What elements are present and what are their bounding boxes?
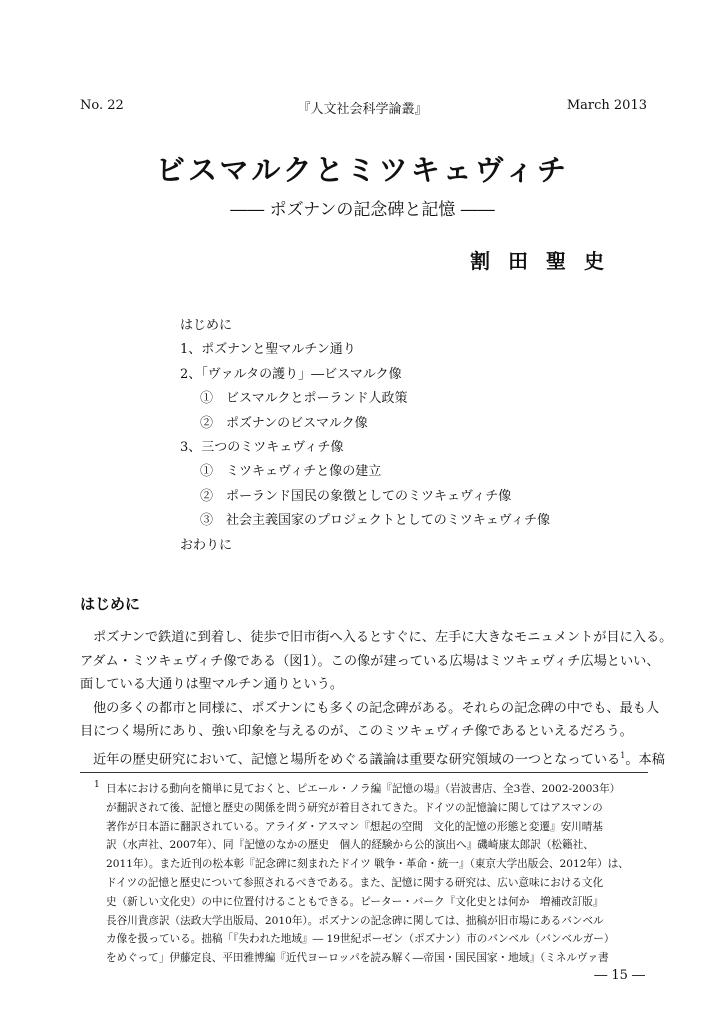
- paragraph: [80, 697, 660, 744]
- footnote-line: 著作が日本語に翻訳されている。アライダ・アスマン『想起の空間 文化的記憶の形態と変遷』安川晴基: [106, 820, 603, 833]
- journal-issue: No. 22: [80, 98, 124, 113]
- toc-item: 2、「ヴァルタの護り」―ビスマルク像: [180, 366, 402, 382]
- toc-item: はじめに: [180, 318, 233, 333]
- article-subtitle: ―― ポズナンの記念碑と記憶 ――: [230, 200, 495, 220]
- footnote-line: 長谷川貴彦訳（法政大学出版局、2010年）。ポズナンの記念碑に関しては、拙稿が旧市場にあるバンベル: [106, 914, 604, 927]
- paragraph: [80, 626, 673, 697]
- paragraph-line: アダム・ミツキェヴィチ像である（図1）。この像が建っている広場はミツキェヴィチ広場といい、: [80, 653, 660, 669]
- table-of-contents: [180, 314, 640, 558]
- paragraph-text: 近年の歴史研究において、記憶と場所をめぐる議論は重要な研究領域の一つとなっている: [93, 751, 621, 767]
- footnote-mark: 1: [94, 780, 100, 790]
- toc-item: 3、三つのミツキェヴィチ像: [180, 439, 344, 455]
- toc-subitem: ② ポズナンのビスマルク像: [200, 415, 368, 431]
- paragraph-text: 。本稿: [625, 751, 665, 767]
- body-text: [80, 626, 673, 771]
- toc-item: おわりに: [180, 537, 233, 553]
- toc-subitem: ① ミツキェヴィチと像の建立: [200, 464, 382, 480]
- paragraph-line: 他の多くの都市と同様に、ポズナンにも多くの記念碑がある。それらの記念碑の中でも、最も人: [93, 700, 660, 716]
- footnote-text: [106, 780, 650, 968]
- footnote-reference[interactable]: 1: [620, 750, 626, 760]
- section-heading: はじめに: [80, 595, 141, 613]
- footnote-line: カ像を扱っている。拙稿「『失われた地域』― 19世紀ポーゼン（ポズナン）市のバンベル（バンベルガー）: [106, 933, 615, 946]
- toc-subitem: ① ビスマルクとポーランド人政策: [200, 391, 408, 407]
- toc-item: 1、ポズナンと聖マルチン通り: [180, 342, 356, 358]
- toc-subitem: ② ポーランド国民の象徴としてのミツキェヴィチ像: [200, 488, 512, 504]
- footnote-line: が翻訳されて後、記憶と歴史の関係を問う研究が着目されてきた。ドイツの記憶論に関してはアスマンの: [106, 801, 603, 814]
- footnote-line: 日本における動向を簡単に見ておくと、ピエール・ノラ編『記憶の場』（岩波書店、全3巻、2002-2003年）: [106, 783, 621, 795]
- paragraph-line: ポズナンで鉄道に到着し、徒歩で旧市街へ入るとすぐに、左手に大きなモニュメントが目に入る。: [93, 630, 673, 645]
- article-title: ビスマルクとミツキェヴィチ: [155, 153, 570, 187]
- footnote-line: をめぐって」伊藤定良、平田雅博編『近代ヨーロッパを読み解く―帝国・国民国家・地域』（ミネルヴァ書: [106, 952, 609, 965]
- author-name: 割田聖史: [470, 249, 622, 273]
- footnote-line: 2011年）。また近刊の松本彰『記念碑に刻まれたドイツ 戦争・革命・統一』（東京大学出版会、2012年）は、: [106, 858, 629, 871]
- paragraph: [80, 744, 665, 772]
- journal-title: 『人文社会科学論叢』: [297, 102, 428, 117]
- toc-subitem: ③ 社会主義国家のプロジェクトとしてのミツキェヴィチ像: [200, 513, 550, 529]
- footnote-line: ドイツの記憶と歴史について参照されるべきである。また、記憶に関する研究は、広い意味における文化: [106, 876, 604, 889]
- paragraph-line: [80, 744, 665, 772]
- page-number: ― 15 ―: [594, 968, 645, 983]
- paragraph-line: 目につく場所にあり、強い印象を与えるのが、このミツキェヴィチ像であるといえるだろう。: [80, 724, 633, 739]
- publication-date: March 2013: [566, 98, 647, 113]
- footnote-line: 史（新しい文化史）の中に位置付けることもできる。ピーター・バーク『文化史とは何か 増補改訂版』: [106, 895, 604, 908]
- footnote-separator: [80, 772, 648, 773]
- footnote-line: 訳（水声社、2007年）、同『記憶のなかの歴史 個人的経験から公的演出へ』磯崎康太郎訳（松籟社、: [106, 839, 594, 852]
- paragraph-line: 面している大通りは聖マルチン通りという。: [80, 677, 344, 692]
